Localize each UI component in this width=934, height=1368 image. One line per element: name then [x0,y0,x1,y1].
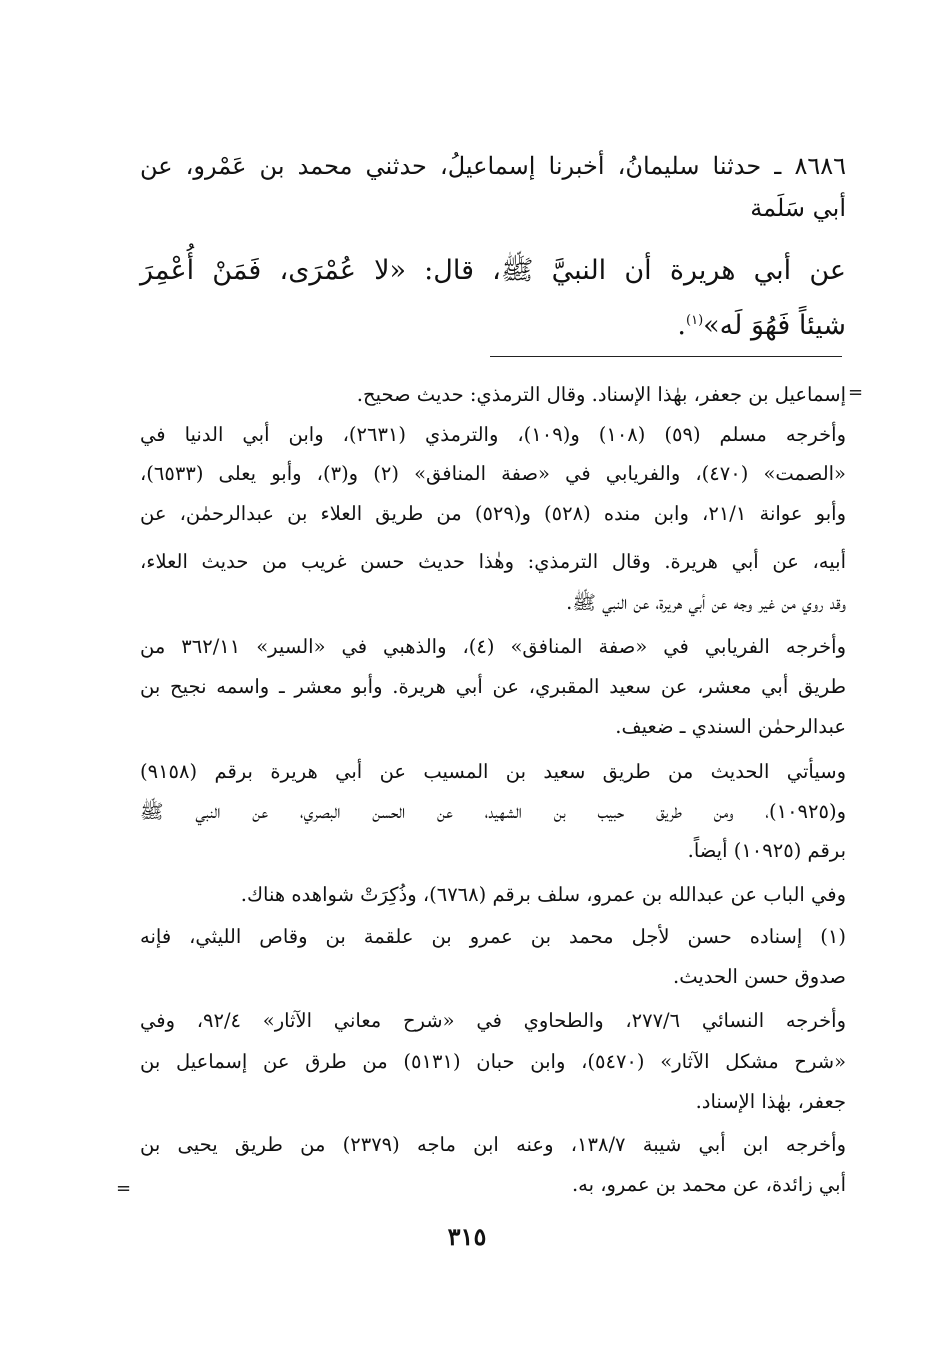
footnote-line-8: طريق أبي معشر، عن سعيد المقبري، عن أبي هريرة. وأبو معشر ـ واسمه نجيح بن [140,675,846,698]
footnote-line-12: برقم (١٠٩٢٥) أيضاً. [687,839,846,862]
hadith-header-line-2: أبي سَلَمة [750,194,846,222]
footnote-line-9: عبدالرحمٰن السندي ـ ضعيف. [615,715,846,738]
footnote-line-4: وأبو عوانة ٢١/١، وابن منده (٥٢٨) و(٥٢٩) من طريق العلاء بن عبدالرحمٰن، عن [140,502,846,525]
footnote-line-1: إسماعيل بن جعفر، بهٰذا الإسناد. وقال الترمذي: حديث صحيح. [356,383,846,406]
footnote-line-11: و(١٠٩٢٥)، ومن طريق حبيب بن الشهيد، عن الحسن البصري، عن النبي ﷺ [140,800,846,823]
footnote-line-6: وقد روي من غير وجه عن أبي هريرة، عن النبي ﷺ. [566,591,846,614]
footnote-line-17: «شرح مشكل الآثار» (٥٤٧٠)، وابن حبان (٥١٣١) من طرق عن إسماعيل بن [140,1050,846,1073]
footnote-line-20: أبي زائدة، عن محمد بن عمرو، به. [571,1173,846,1196]
hadith-text-line-2 [140,300,846,347]
hadith-text-line-1: عن أبي هريرة أن النبيَّ ﷺ، قال: «لا عُمْرَى، فَمَنْ أُعْمِرَ [140,255,846,286]
footnote-line-14: (١) إسناده حسن لأجل محمد بن عمرو بن علقمة بن وقاص الليثي، فإنه [140,925,846,948]
footnote-line-3: «الصمت» (٤٧٠)، والفريابي في «صفة المنافق» (٢) و(٣)، وأبو يعلى (٦٥٣٣)، [140,462,846,485]
footnote-line-13: وفي الباب عن عبدالله بن عمرو، سلف برقم (٦٧٦٨)، وذُكِرَتْ شواهده هناك. [240,883,846,906]
continuation-mark-bottom: = [116,1178,132,1199]
footnote-line-5: أبيه، عن أبي هريرة. وقال الترمذي: وهٰذا حديث حسن غريب من حديث العلاء، [140,550,846,573]
footnote-line-19: وأخرجه ابن أبي شيبة ١٣٨/٧، وعنه ابن ماجه (٢٣٧٩) من طريق يحيى بن [140,1133,846,1156]
footnote-line-10: وسيأتي الحديث من طريق سعيد بن المسيب عن أبي هريرة برقم (٩١٥٨) [140,760,846,783]
hadith-text-line-2-end: . [677,310,687,341]
footnote-line-18: جعفر، بهٰذا الإسناد. [695,1090,846,1113]
footnote-line-7: وأخرجه الفريابي في «صفة المنافق» (٤)، والذهبي في «السير» ٣٦٢/١١ من [140,635,846,658]
footnote-line-2: وأخرجه مسلم (٥٩) (١٠٨) و(١٠٩)، والترمذي (٢٦٣١)، وابن أبي الدنيا في [140,423,846,446]
footnote-line-16: وأخرجه النسائي ٢٧٧/٦، والطحاوي في «شرح معاني الآثار» ٩٢/٤، وفي [140,1009,846,1032]
footnote-line-15: صدوق حسن الحديث. [673,965,846,988]
page-number: ٣١٥ [447,1222,487,1251]
continuation-mark-top: = [848,382,864,403]
footnote-separator [490,356,842,357]
footnote-marker: (١) [686,313,704,328]
hadith-text-line-2-body: شيئاً فَهُوَ لَه» [703,310,846,341]
hadith-header-line-1: ٨٦٨٦ ـ حدثنا سليمانُ، أخبرنا إسماعيلُ، حدثني محمد بن عَمْرو، عن [140,152,846,180]
